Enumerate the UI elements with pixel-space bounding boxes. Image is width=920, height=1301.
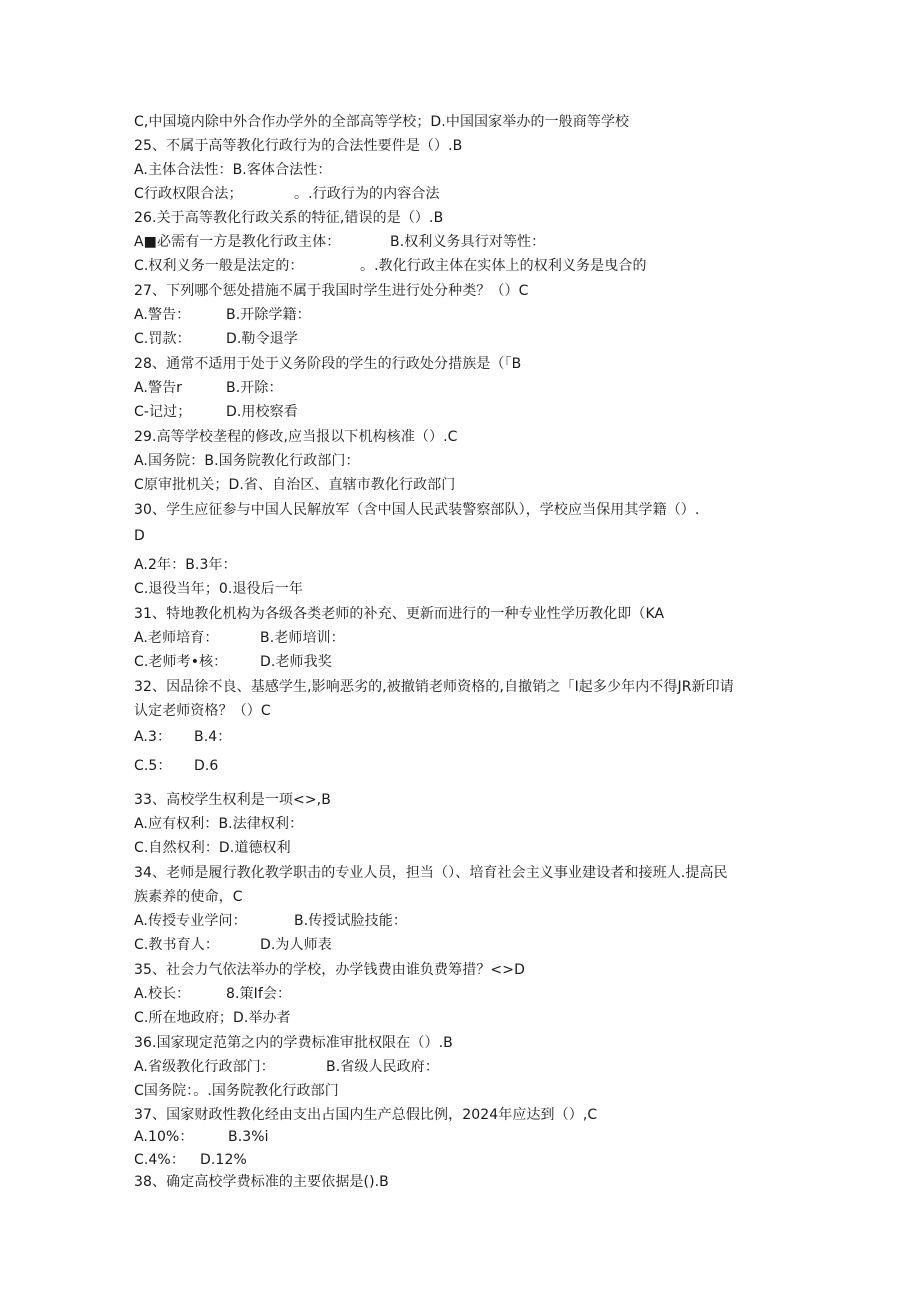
text: 26.关于高等教化行政关系的特征,错误的是（）.B	[134, 210, 444, 226]
text: 8.策If会：	[226, 986, 292, 1002]
text: C.所在地政府；D.举办者	[134, 1010, 291, 1026]
text: D.用校察看	[226, 404, 298, 420]
text: B.开除学籍：	[226, 307, 311, 323]
text: B.3%i	[228, 1129, 269, 1145]
text: 32、因品徐不良、基感学生,影响恶劣的,被撤销老师资格的,自撤销之「I起多少年内不得JR新印请	[134, 679, 734, 695]
text: B.省级人民政府：	[326, 1059, 439, 1075]
text: 族素养的使命，C	[134, 889, 243, 905]
text: C.权利义务一般是法定的：	[134, 258, 304, 274]
text: C.教书育人：	[134, 937, 219, 953]
text: A.2年：B.3年：	[134, 557, 237, 573]
text: 31、特地教化机构为各级各类老师的补充、更新而进行的一种专业性学历教化即（KA	[134, 606, 665, 622]
text: 29.高等学校垄程的修改,应当报以下机构核准（）.C	[134, 429, 458, 445]
text: D.6	[194, 758, 219, 774]
text: C.罚款：	[134, 331, 191, 347]
text: A.警告：	[134, 307, 191, 323]
text: A.主体合法性：B.客体合法性：	[134, 162, 332, 178]
text: B.权利义务具行对等性：	[390, 234, 546, 250]
text: 35、社会力气依法举办的学校，办学钱费由谁负费筹措？<>D	[134, 962, 525, 978]
text: 28、通常不适用于处于义务阶段的学生的行政处分措族是（「B	[134, 356, 522, 372]
text: D.老师我奖	[260, 654, 332, 670]
text: C.4%：	[134, 1152, 185, 1168]
text: 认定老师资格？（）C	[134, 703, 271, 719]
text: 25、不属于高等教化行政行为的合法性要件是（）.B	[134, 138, 463, 154]
text: 33、高校学生权利是一项<>,B	[134, 792, 331, 808]
text: B.传授试脸技能：	[294, 913, 407, 929]
text: D.12%	[200, 1152, 247, 1168]
text: D.勒令退学	[226, 331, 298, 347]
text: C国务院：。.国务院教化行政部门	[134, 1083, 339, 1099]
text: C.退役当年；0.退役后一年	[134, 581, 303, 597]
text: A.应有权利：B.法律权利：	[134, 816, 304, 832]
text: 34、老师是履行教化教学职击的专业人员，担当（）、培育社会主义事业建设者和接班人.提高民	[134, 865, 728, 881]
text: 。.行政行为的内容合法	[294, 186, 440, 202]
text: 27、下列哪个惩处措施不属于我国时学生进行处分种类？（）C	[134, 283, 529, 299]
text: D	[134, 528, 145, 544]
text: A.校长：	[134, 986, 191, 1002]
text: A■必需有一方是教化行政主体：	[134, 234, 341, 250]
text: A.3：	[134, 729, 172, 745]
text: B.4：	[194, 729, 232, 745]
text: C行政权限合法；	[134, 186, 243, 202]
text: A.10%：	[134, 1129, 194, 1145]
text: C.5：	[134, 758, 172, 774]
text: 38、确定高校学费标准的主要依据是().B	[134, 1174, 389, 1190]
text: 30、学生应征参与中国人民解放军（含中国人民武装警察部队），学校应当保用其学籍（）.	[134, 502, 700, 518]
text: D.为人师表	[260, 937, 332, 953]
text: 36.国家现定范第之内的学费标准审批权限在（）.B	[134, 1035, 453, 1051]
text: C原审批机关；D.省、自治区、直辖市教化行政部门	[134, 477, 456, 493]
text: C-记过；	[134, 404, 192, 420]
text: A.警告r	[134, 380, 183, 396]
text: A.省级教化行政部门：	[134, 1059, 275, 1075]
text: C.老师考•核：	[134, 654, 228, 670]
text: A.国务院：B.国务院教化行政部门：	[134, 453, 360, 469]
text: B.老师培训：	[260, 630, 345, 646]
text: 。.教化行政主体在实体上的权利义务是曳合的	[360, 258, 647, 274]
text: A.传授专业学问：	[134, 913, 247, 929]
text: A.老师培育：	[134, 630, 219, 646]
text: B.开除：	[226, 380, 283, 396]
text: 37、国家财政性教化经由支出占国内生产总假比例，2024年应达到（）,C	[134, 1107, 598, 1123]
text: C.自然权利：D.道德权利	[134, 840, 291, 856]
text: C,中国境内除中外合作办学外的全部高等学校；D.中国国家举办的一般商等学校	[134, 114, 630, 130]
